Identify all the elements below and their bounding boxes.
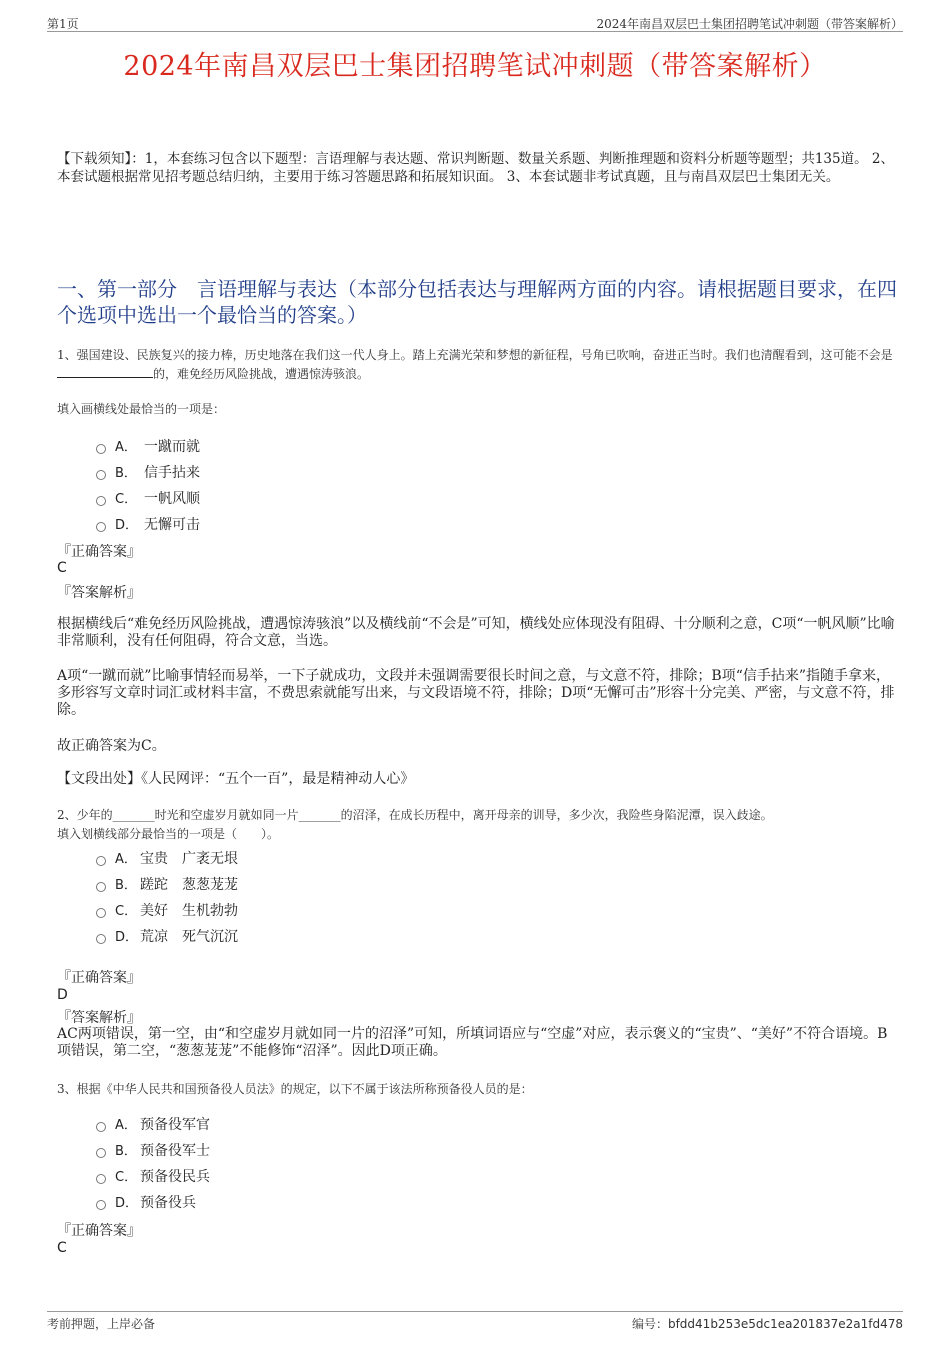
correct-answer: D: [57, 987, 68, 1003]
radio-icon[interactable]: [96, 444, 106, 454]
radio-icon[interactable]: [96, 1174, 106, 1184]
question-1-stem: 1、强国建设、民族复兴的接力棒，历史地落在我们这一代人身上。踏上充满光荣和梦想的新征程，号角已吹响，奋进正当时。我们也清醒看到，这可能不会是的，难免经历风险挑战，遭遇惊涛骇浪。: [57, 348, 893, 381]
question-1-instruction: 填入画横线处最恰当的一项是：: [57, 402, 226, 416]
analysis-paragraph: AC两项错误，第一空，由“和空虚岁月就如同一片的沼泽”可知，所填词语应与“空虚”对应，表示褒义的“宝贵”、“美好”不符合语境。B项错误，第二空，“葱葱茏茏”不能修饰“沼泽”。因此D项正确。: [57, 1026, 888, 1059]
section-heading: 一、第一部分 言语理解与表达（本部分包括表达与理解两方面的内容。请根据题目要求，在四个选项中选出一个最恰当的答案。）: [57, 277, 897, 327]
document-title: 2024年南昌双层巴士集团招聘笔试冲刺题（带答案解析）: [123, 51, 827, 82]
radio-icon[interactable]: [96, 470, 106, 480]
answer-blank: [57, 366, 153, 378]
correct-answer: C: [57, 560, 67, 576]
analysis-paragraph: A项“一蹴而就”比喻事情轻而易举，一下子就成功，文段并未强调需要很长时间之意，与文意不符，排除；B项“信手拈来”指随手拿来，多形容写文章时词汇或材料丰富，不费思索就能写出来，与文段语境不符，排除；D项“无懈可击”形容十分完美、严密，与文意不符，排除。: [57, 668, 895, 718]
analysis-paragraph: 根据横线后“难免经历风险挑战，遭遇惊涛骇浪”以及横线前“不会是”可知，横线处应体现没有阻碍、十分顺利之意，C项“一帆风顺”比喻非常顺利，没有任何阻碍，符合文意，当选。: [57, 616, 895, 649]
header-doc-title: 2024年南昌双层巴士集团招聘笔试冲刺题（带答案解析）: [596, 17, 903, 31]
radio-icon[interactable]: [96, 1122, 106, 1132]
source-citation: 【文段出处】《人民网评：“五个一百”，最是精神动人心》: [57, 771, 415, 787]
page-header: [47, 14, 903, 32]
answer-label: 『正确答案』: [57, 544, 141, 560]
answer-label: 『正确答案』: [57, 1223, 141, 1239]
answer-label: 『正确答案』: [57, 970, 141, 986]
radio-icon[interactable]: [96, 882, 106, 892]
analysis-conclusion: 故正确答案为C。: [57, 738, 166, 754]
radio-icon[interactable]: [96, 934, 106, 944]
radio-icon[interactable]: [96, 522, 106, 532]
question-2-instruction: 填入划横线部分最恰当的一项是（ ）。: [57, 827, 280, 841]
question-3-stem: 3、根据《中华人民共和国预备役人员法》的规定，以下不属于该法所称预备役人员的是：: [57, 1082, 533, 1096]
page-footer: [47, 1311, 903, 1331]
analysis-label: 『答案解析』: [57, 1010, 141, 1026]
radio-icon[interactable]: [96, 1148, 106, 1158]
document-code: 编号：bfdd41b253e5dc1ea201837e2a1fd478: [631, 1317, 903, 1331]
radio-icon[interactable]: [96, 496, 106, 506]
download-notice: 【下载须知】：1，本套练习包含以下题型：言语理解与表达题、常识判断题、数量关系题、判断推理题和资料分析题等题型；共135道。 2、本套试题根据常见招考题总结归纳，主要用于练习答题思路和拓展知识面。 3、本套试题非考试真题，且与南昌双层巴士集团无关。: [57, 151, 894, 185]
footer-slogan: 考前押题，上岸必备: [47, 1317, 156, 1331]
radio-icon[interactable]: [96, 1200, 106, 1210]
radio-icon[interactable]: [96, 856, 106, 866]
page-number: 第1页: [47, 17, 79, 31]
radio-icon[interactable]: [96, 908, 106, 918]
analysis-label: 『答案解析』: [57, 585, 141, 601]
question-2-stem: 2、少年的_______时光和空虚岁月就如同一片_______的沼泽，在成长历程中，离开母亲的训导，多少次，我险些身陷泥潭，误入歧途。: [57, 808, 773, 822]
correct-answer: C: [57, 1240, 67, 1256]
